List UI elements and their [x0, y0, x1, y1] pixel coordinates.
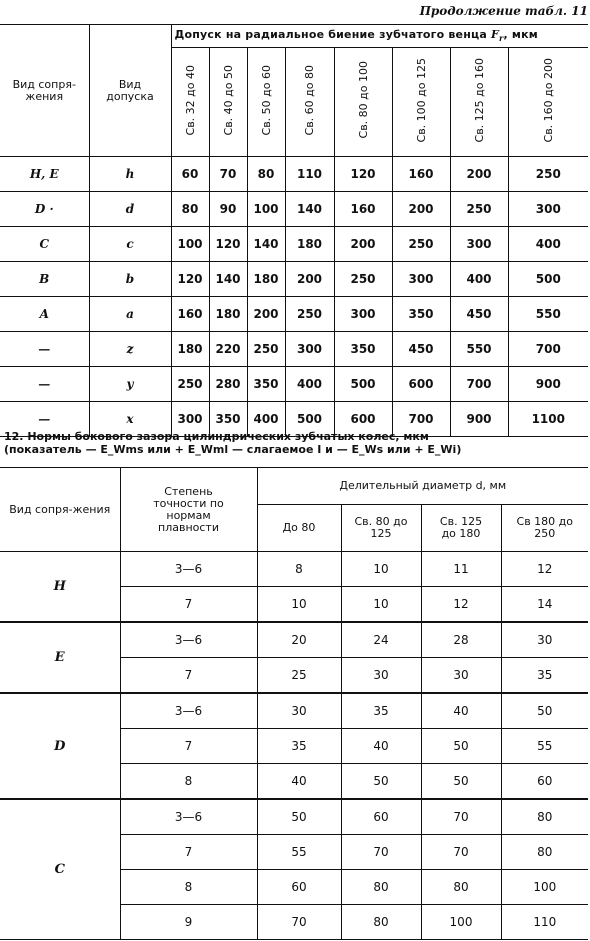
- mating-group-cell: E: [0, 622, 120, 693]
- degree-cell: 7: [120, 835, 257, 870]
- value-cell: 250: [450, 192, 508, 227]
- value-cell: 10: [257, 587, 341, 623]
- value-cell: 30: [257, 693, 341, 729]
- value-cell: 600: [392, 367, 450, 402]
- value-cell: 110: [285, 157, 334, 192]
- value-cell: 60: [257, 870, 341, 905]
- value-cell: 250: [247, 332, 285, 367]
- value-cell: 80: [501, 835, 588, 870]
- value-cell: 30: [421, 658, 501, 694]
- value-cell: 100: [501, 870, 588, 905]
- value-cell: 200: [450, 157, 508, 192]
- value-cell: 250: [392, 227, 450, 262]
- value-cell: 80: [501, 799, 588, 835]
- value-cell: 200: [247, 297, 285, 332]
- mating-cell: C: [0, 227, 89, 262]
- tolerance-cell: d: [89, 192, 171, 227]
- range-header-text: Св. 80 до 100: [356, 61, 370, 139]
- value-cell: 30: [341, 658, 421, 694]
- mating-cell: —: [0, 332, 89, 367]
- range-header-6: [450, 48, 508, 157]
- value-cell: 200: [392, 192, 450, 227]
- diameter-range-header-3: Св 180 до 250: [501, 505, 588, 552]
- degree-cell: 3—6: [120, 693, 257, 729]
- value-cell: 160: [171, 297, 209, 332]
- value-cell: 40: [341, 729, 421, 764]
- degree-cell: 7: [120, 729, 257, 764]
- degree-cell: 3—6: [120, 799, 257, 835]
- value-cell: 140: [285, 192, 334, 227]
- mating-cell: A: [0, 297, 89, 332]
- value-cell: 500: [334, 367, 392, 402]
- degree-cell: 3—6: [120, 622, 257, 658]
- value-cell: 70: [209, 157, 247, 192]
- value-cell: 30: [501, 622, 588, 658]
- value-cell: 40: [421, 693, 501, 729]
- tolerance-cell: c: [89, 227, 171, 262]
- value-cell: 55: [257, 835, 341, 870]
- table-row: [0, 367, 588, 402]
- value-cell: 160: [392, 157, 450, 192]
- table-row: [0, 622, 588, 658]
- value-cell: 1100: [508, 402, 588, 437]
- col-mating-header-12: Вид сопря-жения: [0, 468, 120, 552]
- tolerance-cell: b: [89, 262, 171, 297]
- value-cell: 8: [257, 552, 341, 587]
- value-cell: 50: [501, 693, 588, 729]
- col-mating-header: Вид сопря-жения: [0, 25, 89, 157]
- degree-cell: 8: [120, 870, 257, 905]
- value-cell: 250: [285, 297, 334, 332]
- value-cell: 700: [450, 367, 508, 402]
- table-row: [0, 227, 588, 262]
- value-cell: 280: [209, 367, 247, 402]
- value-cell: 80: [341, 870, 421, 905]
- value-cell: 400: [508, 227, 588, 262]
- tolerance-cell: h: [89, 157, 171, 192]
- range-header-text: Св. 60 до 80: [303, 64, 316, 136]
- value-cell: 250: [508, 157, 588, 192]
- mating-cell: —: [0, 402, 89, 437]
- value-cell: 70: [421, 799, 501, 835]
- value-cell: 500: [508, 262, 588, 297]
- table-12: [0, 467, 588, 940]
- value-cell: 180: [247, 262, 285, 297]
- range-header-text: Св. 32 до 40: [183, 64, 197, 136]
- value-cell: 14: [501, 587, 588, 623]
- value-cell: 400: [450, 262, 508, 297]
- table-row: [0, 799, 588, 835]
- value-cell: 100: [171, 227, 209, 262]
- degree-cell: 3—6: [120, 552, 257, 587]
- value-cell: 250: [171, 367, 209, 402]
- value-cell: 300: [171, 402, 209, 437]
- value-cell: 35: [257, 729, 341, 764]
- value-cell: 200: [334, 227, 392, 262]
- tolerance-cell: a: [89, 297, 171, 332]
- range-header-2: [247, 48, 285, 157]
- value-cell: 50: [341, 764, 421, 800]
- value-cell: 28: [421, 622, 501, 658]
- col-diameter-header: Делительный диаметр d, мм: [257, 468, 588, 505]
- value-cell: 300: [508, 192, 588, 227]
- value-cell: 450: [392, 332, 450, 367]
- value-cell: 80: [421, 870, 501, 905]
- value-cell: 50: [421, 729, 501, 764]
- mating-cell: D ·: [0, 192, 89, 227]
- mating-cell: —: [0, 367, 89, 402]
- value-cell: 80: [171, 192, 209, 227]
- value-cell: 140: [209, 262, 247, 297]
- degree-cell: 8: [120, 764, 257, 800]
- tolerance-unit: , мкм: [503, 28, 538, 42]
- value-cell: 50: [257, 799, 341, 835]
- value-cell: 60: [171, 157, 209, 192]
- table-12-title: [4, 430, 584, 456]
- table-12-title-line2: (показатель — E_Wms или + E_Wml — слагаемое I и — E_Ws или + E_Wi): [4, 443, 462, 456]
- value-cell: 120: [334, 157, 392, 192]
- value-cell: 140: [247, 227, 285, 262]
- value-cell: 160: [334, 192, 392, 227]
- range-header-text: Св. 40 до 50: [221, 64, 235, 136]
- value-cell: 12: [501, 552, 588, 587]
- table-row: [0, 693, 588, 729]
- value-cell: 11: [421, 552, 501, 587]
- range-header-text: Св. 100 до 125: [414, 57, 428, 143]
- table-row: [0, 157, 588, 192]
- value-cell: 12: [421, 587, 501, 623]
- value-cell: 180: [285, 227, 334, 262]
- tolerance-header-text: Допуск на радиальное биение зубчатого венца: [174, 28, 487, 42]
- value-cell: 700: [508, 332, 588, 367]
- diameter-range-header-0: До 80: [257, 505, 341, 552]
- col-tolerance-header: Вид допуска: [89, 25, 171, 157]
- range-header-5: [392, 48, 450, 157]
- value-cell: 100: [247, 192, 285, 227]
- value-cell: 120: [171, 262, 209, 297]
- value-cell: 200: [285, 262, 334, 297]
- tolerance-cell: z: [89, 332, 171, 367]
- value-cell: 220: [209, 332, 247, 367]
- table-row: [0, 332, 588, 367]
- value-cell: 250: [334, 262, 392, 297]
- value-cell: 70: [257, 905, 341, 940]
- value-cell: 600: [334, 402, 392, 437]
- value-cell: 35: [341, 693, 421, 729]
- range-header-text: Св. 125 до 160: [472, 57, 486, 143]
- continuation-caption: Продолжение табл. 11: [419, 4, 588, 18]
- table-row: [0, 297, 588, 332]
- value-cell: 10: [341, 587, 421, 623]
- value-cell: 900: [450, 402, 508, 437]
- value-cell: 40: [257, 764, 341, 800]
- value-cell: 120: [209, 227, 247, 262]
- value-cell: 900: [508, 367, 588, 402]
- value-cell: 110: [501, 905, 588, 940]
- value-cell: 350: [247, 367, 285, 402]
- value-cell: 55: [501, 729, 588, 764]
- value-cell: 80: [341, 905, 421, 940]
- value-cell: 500: [285, 402, 334, 437]
- value-cell: 400: [285, 367, 334, 402]
- mating-group-cell: H: [0, 552, 120, 623]
- degree-cell: 9: [120, 905, 257, 940]
- value-cell: 24: [341, 622, 421, 658]
- value-cell: 90: [209, 192, 247, 227]
- value-cell: 400: [247, 402, 285, 437]
- value-cell: 180: [171, 332, 209, 367]
- tolerance-cell: y: [89, 367, 171, 402]
- degree-cell: 7: [120, 587, 257, 623]
- mating-group-cell: D: [0, 693, 120, 799]
- value-cell: 80: [247, 157, 285, 192]
- value-cell: 20: [257, 622, 341, 658]
- value-cell: 300: [334, 297, 392, 332]
- value-cell: 25: [257, 658, 341, 694]
- diameter-range-header-1: Св. 80 до 125: [341, 505, 421, 552]
- value-cell: 350: [209, 402, 247, 437]
- tolerance-cell: x: [89, 402, 171, 437]
- range-header-1: [209, 48, 247, 157]
- range-header-4: [334, 48, 392, 157]
- col-degree-header: Степень точности по нормам плавности: [120, 468, 257, 552]
- mating-cell: H, E: [0, 157, 89, 192]
- tolerance-subscript: r: [499, 33, 504, 44]
- range-header-7: [508, 48, 588, 157]
- diameter-range-header-2: Св. 125 до 180: [421, 505, 501, 552]
- value-cell: 700: [392, 402, 450, 437]
- value-cell: 550: [450, 332, 508, 367]
- range-header-3: [285, 48, 334, 157]
- value-cell: 350: [334, 332, 392, 367]
- range-header-0: [171, 48, 209, 157]
- value-cell: 35: [501, 658, 588, 694]
- degree-cell: 7: [120, 658, 257, 694]
- table-row: [0, 262, 588, 297]
- value-cell: 450: [450, 297, 508, 332]
- table-12-title-line1: 12. Нормы бокового зазора цилиндрических зубчатых колес, мкм: [4, 430, 429, 443]
- range-header-text: Св. 50 до 60: [259, 64, 273, 136]
- table-11-continuation: [0, 24, 588, 437]
- value-cell: 300: [450, 227, 508, 262]
- mating-group-cell: C: [0, 799, 120, 940]
- value-cell: 60: [501, 764, 588, 800]
- value-cell: 350: [392, 297, 450, 332]
- value-cell: 10: [341, 552, 421, 587]
- value-cell: 100: [421, 905, 501, 940]
- value-cell: 300: [285, 332, 334, 367]
- value-cell: 50: [421, 764, 501, 800]
- value-cell: 180: [209, 297, 247, 332]
- table-row: [0, 552, 588, 587]
- range-header-text: Св. 160 до 200: [541, 57, 555, 143]
- mating-cell: B: [0, 262, 89, 297]
- value-cell: 70: [421, 835, 501, 870]
- value-cell: 300: [392, 262, 450, 297]
- tolerance-group-header: [171, 25, 588, 48]
- table-row: [0, 192, 588, 227]
- tolerance-symbol: F: [491, 28, 500, 42]
- value-cell: 70: [341, 835, 421, 870]
- value-cell: 60: [341, 799, 421, 835]
- value-cell: 550: [508, 297, 588, 332]
